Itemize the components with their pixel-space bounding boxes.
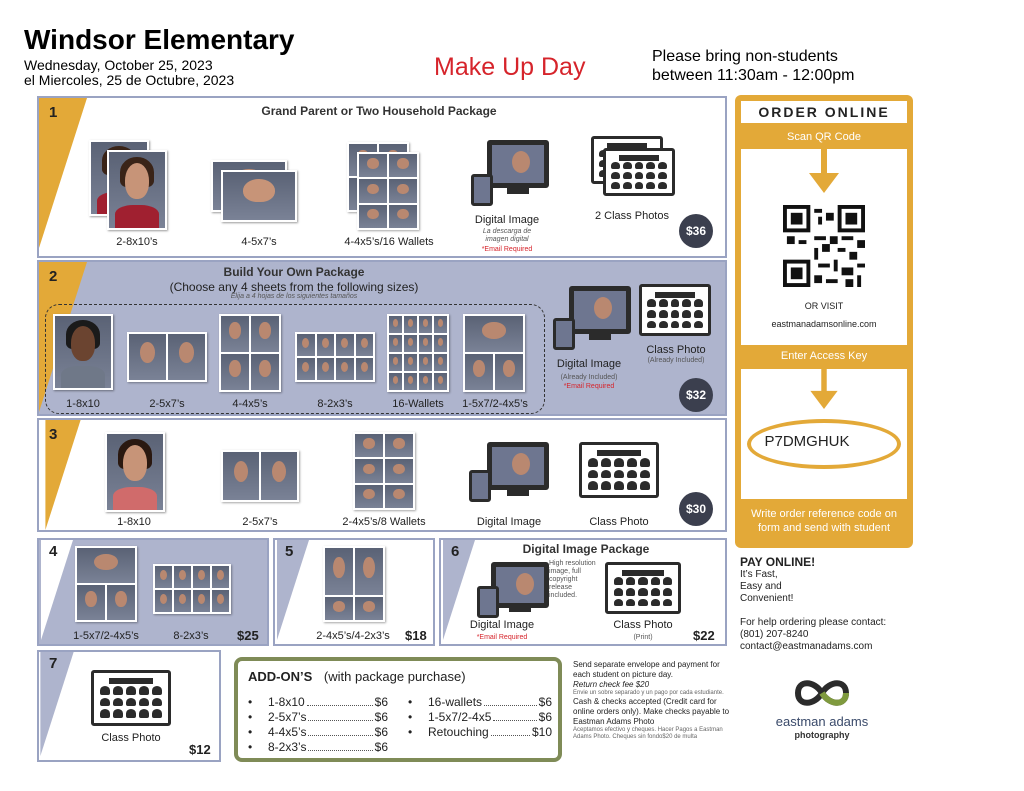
date-spanish: el Miercoles, 25 de Octubre, 2023 (24, 72, 235, 88)
add-on-row: • 4-4x5’s $6 (248, 725, 388, 739)
envelope-note: Send separate envelope and payment for each student on picture day. (573, 660, 720, 679)
package-title: Digital Image Package (522, 542, 650, 556)
date-english: Wednesday, October 25, 2023 (24, 57, 213, 73)
number-tab (39, 420, 87, 530)
school-name: Windsor Elementary (24, 24, 295, 55)
item-label: 2-5x7’s (149, 398, 185, 410)
item-label: 2-5x7’s (242, 516, 278, 528)
item-label: 1-5x7/2-4x5’s (462, 398, 528, 410)
package-subtitle: (Choose any 4 sheets from the following sizes) (169, 280, 419, 294)
number-tab (39, 98, 87, 248)
add-on-price: $6 (374, 695, 388, 709)
package-5-panel (273, 538, 435, 646)
add-on-row: • 1-5x7/2-4x5 $6 (408, 710, 552, 724)
class-label: Class Photo (613, 619, 673, 631)
email-required: *Email Required (476, 634, 528, 641)
package-title: Build Your Own Package (223, 265, 365, 279)
digital-monitor (569, 286, 631, 334)
package-title: Grand Parent or Two Household Package (261, 104, 497, 118)
item-label: 16-Wallets (392, 398, 444, 410)
return-check-fee: Return check fee $20 (573, 680, 650, 689)
help-phone[interactable]: (801) 207-8240 (740, 629, 809, 640)
monitor-stand (509, 606, 531, 612)
order-title-box: ORDER ONLINE (741, 101, 907, 123)
item-label: 4-4x5’s (232, 398, 268, 410)
class-photo (91, 670, 171, 726)
photo-5x7 (221, 170, 297, 222)
package-2-panel (37, 260, 727, 416)
photo-combo (75, 546, 137, 622)
order-online-panel (735, 95, 913, 548)
pay-line: Convenient! (740, 593, 794, 604)
photo-8x10 (53, 314, 113, 390)
digital-label: Digital Image (474, 214, 540, 226)
help-text: For help ordering please contact: (740, 617, 887, 628)
price-badge: $32 (679, 378, 713, 412)
package-7-panel (37, 650, 221, 762)
monitor-stand (507, 490, 529, 496)
email-required: *Email Required (563, 383, 615, 390)
package-number: 7 (49, 655, 58, 672)
price-label: $18 (405, 628, 427, 643)
add-on-price: $6 (374, 725, 388, 739)
item-label: 4-4x5’s/16 Wallets (344, 236, 434, 248)
add-on-price: $6 (538, 710, 552, 724)
item-label: 8-2x3’s (317, 398, 353, 410)
package-number: 6 (451, 543, 460, 560)
item-label: 4-5x7’s (241, 236, 277, 248)
down-arrow-icon (809, 149, 839, 193)
digital-tablet (477, 586, 499, 618)
add-on-item: 16-wallets (428, 695, 483, 709)
photo-8x10 (105, 432, 165, 512)
class-sub: (Already Included) (647, 357, 705, 364)
photo-wallets (353, 432, 415, 510)
add-on-row: • 16-wallets $6 (408, 695, 552, 709)
add-ons-left-list (248, 695, 388, 755)
photo-combo (323, 546, 385, 622)
digital-monitor (491, 562, 549, 608)
note-line-1: Please bring non-students (652, 48, 838, 65)
item-label: 8-2x3’s (173, 630, 209, 642)
photo-wallets (357, 152, 419, 230)
envelope-note-es: Envie un sobre separado y un pago por cada estudiante. (573, 690, 724, 696)
price-label: $25 (237, 628, 259, 643)
add-on-item: 2-5x7’s (268, 710, 307, 724)
add-on-row: • 2-5x7’s $6 (248, 710, 388, 724)
payment-notes (573, 660, 733, 741)
digital-tablet (471, 174, 493, 206)
access-key: P7DMGHUK (764, 433, 850, 450)
order-url[interactable]: eastmanadamsonline.com (771, 319, 877, 329)
or-visit-label: OR VISIT (804, 301, 844, 311)
class-label: Class Photo (589, 516, 649, 528)
package-6-panel (439, 538, 727, 646)
company-logo (762, 676, 882, 746)
photo-2x3 (295, 332, 375, 382)
digital-monitor (487, 140, 549, 188)
pay-online-section (740, 555, 920, 653)
digital-tablet (469, 470, 491, 502)
checks-note: Cash & checks accepted (Credit card for online orders only). Make checks payable to Eastman Adams Photo (573, 697, 730, 726)
class-photo (639, 284, 711, 336)
add-on-price: $10 (531, 725, 552, 739)
help-email[interactable]: contact@eastmanadams.com (740, 641, 873, 652)
add-on-row: • 8-2x3’s $6 (248, 740, 388, 754)
photo-wallets (387, 314, 449, 392)
package-number: 2 (49, 268, 58, 285)
package-4-panel (37, 538, 269, 646)
photo-5x7 (127, 332, 207, 382)
class-label: 2 Class Photos (595, 210, 669, 222)
class-label: Class Photo (101, 732, 161, 744)
note-line-2: between 11:30am - 12:00pm (652, 67, 855, 84)
access-key-box (741, 369, 907, 499)
checks-note-es: Aceptamos efectivo y cheques. Hacer Pagos a Eastman Adams Photo. Cheques sin fondo$20 de multa (573, 727, 723, 740)
pay-line: Easy and (740, 581, 782, 592)
pay-line: It’s Fast, (740, 569, 778, 580)
add-ons-title: ADD-ON’S (248, 669, 313, 684)
price-label: $12 (189, 742, 211, 757)
add-on-price: $6 (374, 710, 388, 724)
item-label: 2-4x5’s/4-2x3’s (316, 630, 390, 642)
package-1-panel (37, 96, 727, 258)
add-on-item: 8-2x3’s (268, 740, 307, 754)
class-photo (579, 442, 659, 498)
add-on-row: • 1-8x10 $6 (248, 695, 388, 709)
event-title: Make Up Day (434, 53, 586, 81)
package-number: 3 (49, 426, 58, 443)
logo-mark-icon (792, 676, 852, 710)
package-subtitle-es: Elija a 4 hojas de los siguientes tamaños (230, 293, 358, 300)
photo-4x5 (219, 314, 281, 392)
digital-sub: La descarga de imagen digital (482, 228, 532, 243)
digital-label: Digital Image (556, 358, 622, 370)
photo-combo (463, 314, 525, 392)
scan-label: Scan QR Code (787, 131, 861, 143)
add-on-item: 4-4x5’s (268, 725, 307, 739)
class-photo (605, 562, 681, 614)
non-student-note (652, 47, 855, 85)
package-number: 4 (49, 543, 58, 560)
class-sub: (Print) (633, 634, 653, 641)
digital-monitor (487, 442, 549, 490)
high-resolution-note: High resolution image, full copyright release included. (549, 560, 596, 599)
item-label: 2-8x10’s (116, 236, 158, 248)
price-badge: $30 (679, 492, 713, 526)
digital-label: Digital Image (469, 619, 535, 631)
add-on-item: Retouching (428, 725, 489, 739)
add-ons-header (248, 669, 466, 684)
class-photo (603, 148, 675, 196)
email-required: *Email Required (481, 246, 533, 253)
add-ons-right-list (408, 695, 552, 740)
qr-code[interactable] (783, 205, 865, 287)
digital-sub: (Already Included) (560, 374, 618, 381)
package-number: 1 (49, 104, 58, 121)
class-label: Class Photo (646, 344, 706, 356)
photo-8x10 (107, 150, 167, 230)
monitor-stand (589, 334, 611, 340)
write-reference-note: Write order reference code on form and send with student (751, 508, 897, 534)
package-3-panel (37, 418, 727, 532)
item-label: 1-5x7/2-4x5’s (73, 630, 139, 642)
photo-5x7 (221, 450, 299, 502)
qr-box (741, 149, 907, 345)
price-label: $22 (693, 628, 715, 643)
digital-tablet (553, 318, 575, 350)
digital-label: Digital Image (476, 516, 542, 528)
photo-2x3 (153, 564, 231, 614)
add-ons-box (234, 657, 562, 762)
add-ons-subtitle: (with package purchase) (323, 669, 466, 684)
item-label: 2-4x5’s/8 Wallets (342, 516, 426, 528)
price-badge: $36 (679, 214, 713, 248)
down-arrow-icon (809, 369, 839, 409)
logo-name: eastman adams (775, 714, 869, 729)
add-on-row: • Retouching $10 (408, 725, 552, 739)
package-number: 5 (285, 543, 294, 560)
monitor-stand (507, 188, 529, 194)
item-label: 1-8x10 (66, 398, 100, 410)
pay-online-title: PAY ONLINE! (740, 555, 816, 569)
add-on-item: 1-5x7/2-4x5 (428, 710, 492, 724)
add-on-item: 1-8x10 (268, 695, 305, 709)
add-on-price: $6 (374, 740, 388, 754)
add-on-price: $6 (538, 695, 552, 709)
item-label: 1-8x10 (117, 516, 151, 528)
enter-key-label: Enter Access Key (780, 350, 868, 362)
logo-tagline: photography (794, 730, 850, 740)
